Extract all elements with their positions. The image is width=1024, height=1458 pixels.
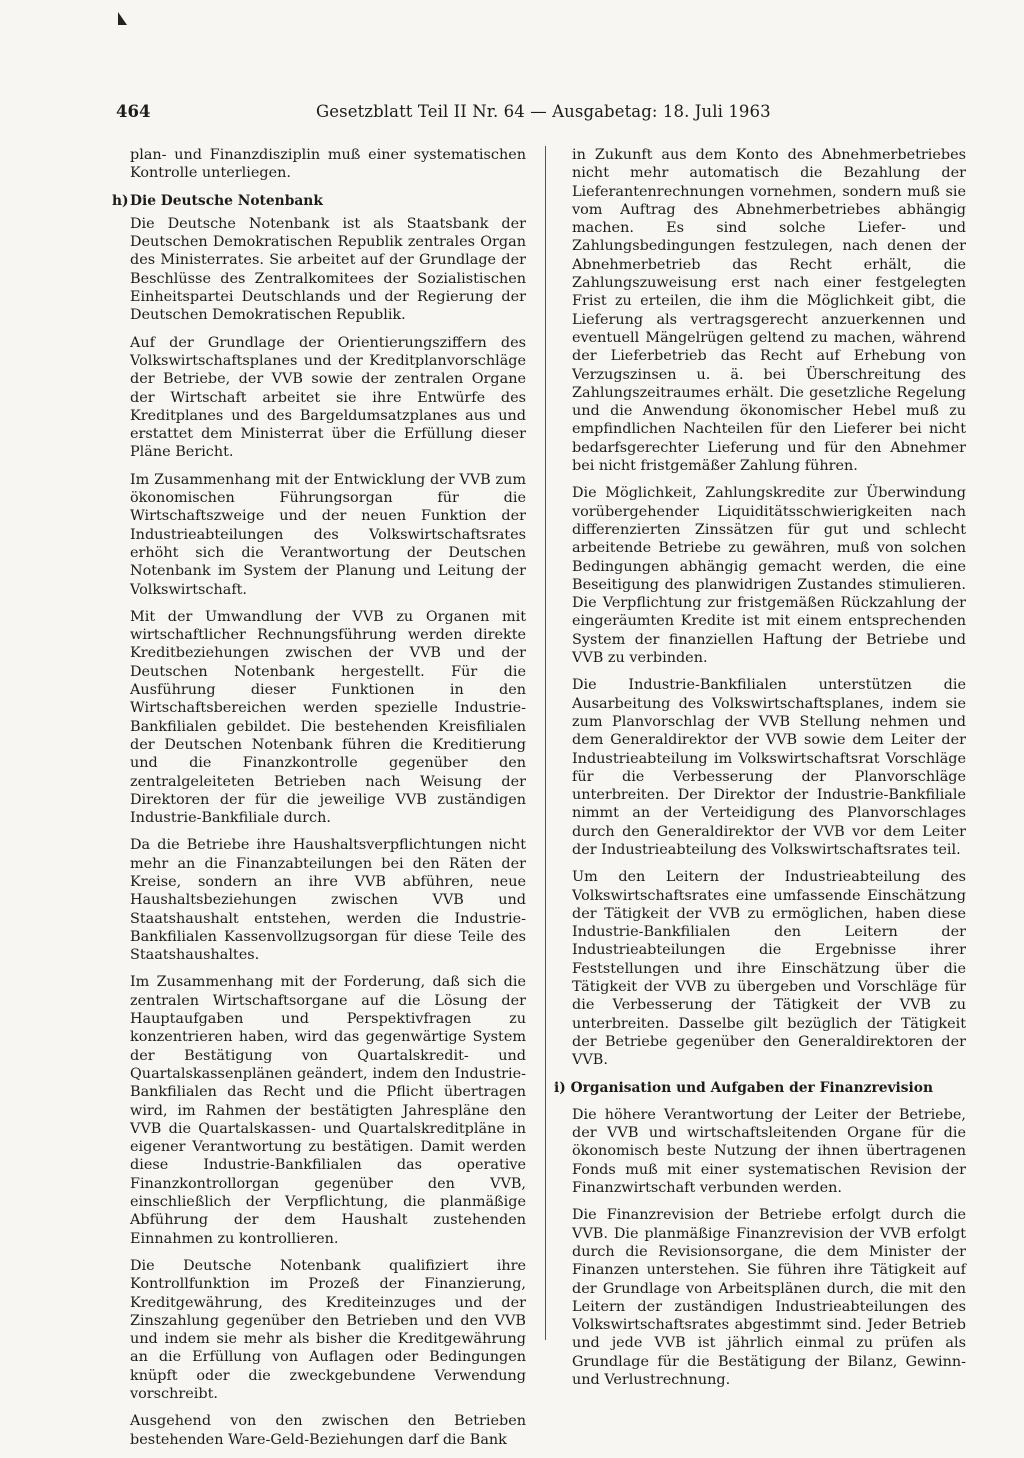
paragraph: Auf der Grundlage der Orientierungsziffern des Volkswirtschaftsplanes und der Kreditplanvorschläge der Betriebe, der VVB sowie der zentralen Organe der Wirtschaft arbeitet sie ihre Entwürfe des Kreditplanes und des Bargeldumsatzplanes aus und erstattet dem Ministerrat über die Erfüllung dieser Pläne Bericht. (130, 334, 526, 461)
section-letter: h) (112, 192, 129, 209)
corner-mark (118, 12, 127, 25)
paragraph: Um den Leitern der Industrieabteilung des Volkswirtschaftsrates eine umfassende Einschätzung der Tätigkeit der VVB zu ermöglichen, haben diese Industrie-Bankfilialen den Leitern der Industrieabteilungen die Ergebnisse ihrer Feststellungen und ihre Einschätzung über die Tätigkeit der VVB zu übergeben und Vorschläge für die Verbesserung der Tätigkeit der VVB zu unterbreiten. Dasselbe gilt bezüglich der Tätigkeit der Betriebe gegenüber den Generaldirektoren der VVB. (572, 869, 966, 1069)
section-heading-h (112, 192, 526, 210)
paragraph: Die Möglichkeit, Zahlungskredite zur Überwindung vorübergehender Liquiditätsschwierigkeiten nach differenzierten Zinssätzen für gut und schlecht arbeitende Betriebe zu gewähren, muß von solchen Bedingungen abhängig gemacht werden, die eine Beseitigung des planwidrigen Zustandes stimulieren. Die Verpflichtung zur fristgemäßen Rückzahlung der eingeräumten Kredite ist mit einem entsprechenden System der finanziellen Haftung der Betriebe und VVB zu verbinden. (572, 485, 966, 667)
paragraph: Ausgehend von den zwischen den Betrieben bestehenden Ware-Geld-Beziehungen darf die Bank (130, 1413, 526, 1448)
left-column (112, 146, 526, 1458)
section-title: Die Deutsche Notenbank (130, 192, 323, 209)
paragraph: Die Industrie-Bankfilialen unterstützen die Ausarbeitung des Volkswirtschaftsplanes, indem sie zum Planvorschlag der VVB Stellung nehmen und dem Generaldirektor der VVB sowie dem Leiter der Industrieabteilung im Volkswirtschaftsrat Vorschläge für die Verbesserung der Planvorschläge unterbreiten. Der Direktor der Industrie-Bankfiliale nimmt an der Verteidigung des Planvorschlages durch den Generaldirektor der VVB vor dem Leiter der Industrieabteilung des Volkswirtschaftsrates teil. (572, 677, 966, 858)
paragraph: Die Deutsche Notenbank ist als Staatsbank der Deutschen Demokratischen Republik zentrales Organ des Ministerrates. Sie arbeitet auf der Grundlage der Beschlüsse des Zentralkomitees der Sozialistischen Einheitspartei Deutschlands und der Regierung der Deutschen Demokratischen Republik. (130, 215, 526, 324)
paragraph: Im Zusammenhang mit der Forderung, daß sich die zentralen Wirtschaftsorgane auf die Lösung der Hauptaufgaben und Perspektivfragen zu konzentrieren haben, wird das gegenwärtige System der Bestätigung von Quartalskredit- und Quartalskassenplänen geändert, indem den Industrie-Bankfilialen das Recht und die Pflicht übertragen wird, im Rahmen der bestätigten Jahrespläne den VVB die Quartalskassen- und Quartalskreditpläne in eigener Verantwortung zu bestätigen. Damit werden diese Industrie-Bankfilialen das operative Finanzkontrollorgan gegenüber den VVB, einschließlich der Verpflichtung, die planmäßige Abführung der dem Haushalt zustehenden Einnahmen zu kontrollieren. (130, 974, 526, 1247)
right-column (554, 146, 966, 1398)
paragraph: plan- und Finanzdisziplin muß einer systematischen Kontrolle unterliegen. (130, 147, 526, 182)
paragraph: Mit der Umwandlung der VVB zu Organen mit wirtschaftlicher Rechnungsführung werden direkte Kreditbeziehungen zwischen der VVB und der Deutschen Notenbank hergestellt. Für die Ausführung dieser Funktionen in den Wirtschaftsbereichen werden spezielle Industrie-Bankfilialen gebildet. Die bestehenden Kreisfilialen der Deutschen Notenbank führen die Kreditierung und die Finanzkontrolle gegenüber den zentralgeleiteten Betrieben nach Weisung der Direktoren der für die jeweilige VVB zuständigen Industrie-Bankfiliale durch. (130, 608, 526, 827)
paragraph: Die Deutsche Notenbank qualifiziert ihre Kontrollfunktion im Prozeß der Finanzierung, Kreditgewährung, des Krediteinzuges und der Zinszahlung gegenüber den Betrieben und den VVB und indem sie mehr als bisher die Kreditgewährung an die Erfüllung von Auflagen oder Bedingungen knüpft oder die zweckgebundene Verwendung vorschreibt. (130, 1257, 526, 1402)
page-header (116, 102, 936, 132)
page-number: 464 (116, 102, 151, 121)
paragraph: Die Finanzrevision der Betriebe erfolgt durch die VVB. Die planmäßige Finanzrevision der VVB erfolgt durch die Revisionsorgane, die dem Minister der Finanzen unterstehen. Sie führen ihre Tätigkeit auf der Grundlage von Arbeitsplänen durch, die mit den Leitern der zuständigen Industrieabteilungen des Volkswirtschaftsrates abgestimmt sind. Jeder Betrieb und jede VVB ist jährlich einmal zu prüfen als Grundlage für die Bestätigung der Bilanz, Gewinn- und Verlustrechnung. (572, 1207, 966, 1388)
paragraph: Im Zusammenhang mit der Entwicklung der VVB zum ökonomischen Führungsorgan für die Wirtschaftszweige und der neuen Funktion der Industrieabteilungen des Volkswirtschaftsrates erhöht sich die Verantwortung der Deutschen Notenbank im System der Planung und Leitung der Volkswirtschaft. (130, 471, 526, 598)
paragraph: in Zukunft aus dem Konto des Abnehmerbetriebes nicht mehr automatisch die Bezahlung der Lieferantenrechnungen vornehmen, sondern muß sie vom Auftrag des Abnehmerbetriebes abhängig machen. Es sind solche Liefer- und Zahlungsbedingungen festzulegen, nach denen der Abnehmerbetrieb das Recht erhält, die Zahlungszuweisung erst nach einer festgelegten Frist zu erteilen, die ihm die Möglichkeit gibt, die Lieferung als vertragsgerecht anzuerkennen und eventuell Mängelrügen geltend zu machen, während der Lieferbetrieb das Recht auf Erhebung von Verzugszinsen u. ä. bei Überschreitung des Zahlungszeitraumes erhält. Die gesetzliche Regelung und die Anwendung ökonomischer Hebel muß zu empfindlichen Nachteilen für den Lieferer bei nicht bedarfsgerechter Lieferung und für den Abnehmer bei nicht fristgemäßer Zahlung führen. (572, 147, 966, 475)
column-divider (545, 146, 546, 1340)
section-heading-i: i) Organisation und Aufgaben der Finanzrevision (554, 1079, 934, 1096)
paragraph: Die höhere Verantwortung der Leiter der Betriebe, der VVB und wirtschaftsleitenden Organe für die ökonomisch beste Nutzung der ihnen übertragenen Fonds muß mit einer systematischen Revision der Finanzwirtschaft verbunden werden. (572, 1106, 966, 1197)
publication-title: Gesetzblatt Teil II Nr. 64 — Ausgabetag: 18. Juli 1963 (316, 102, 771, 121)
paragraph: Da die Betriebe ihre Haushaltsverpflichtungen nicht mehr an die Finanzabteilungen bei den Räten der Kreise, sondern an ihre VVB abführen, neue Haushaltsbeziehungen zwischen VVB und Staatshaushalt entstehen, werden die Industrie-Bankfilialen Kassenvollzugsorgan für diese Teile des Staatshaushaltes. (130, 837, 526, 964)
